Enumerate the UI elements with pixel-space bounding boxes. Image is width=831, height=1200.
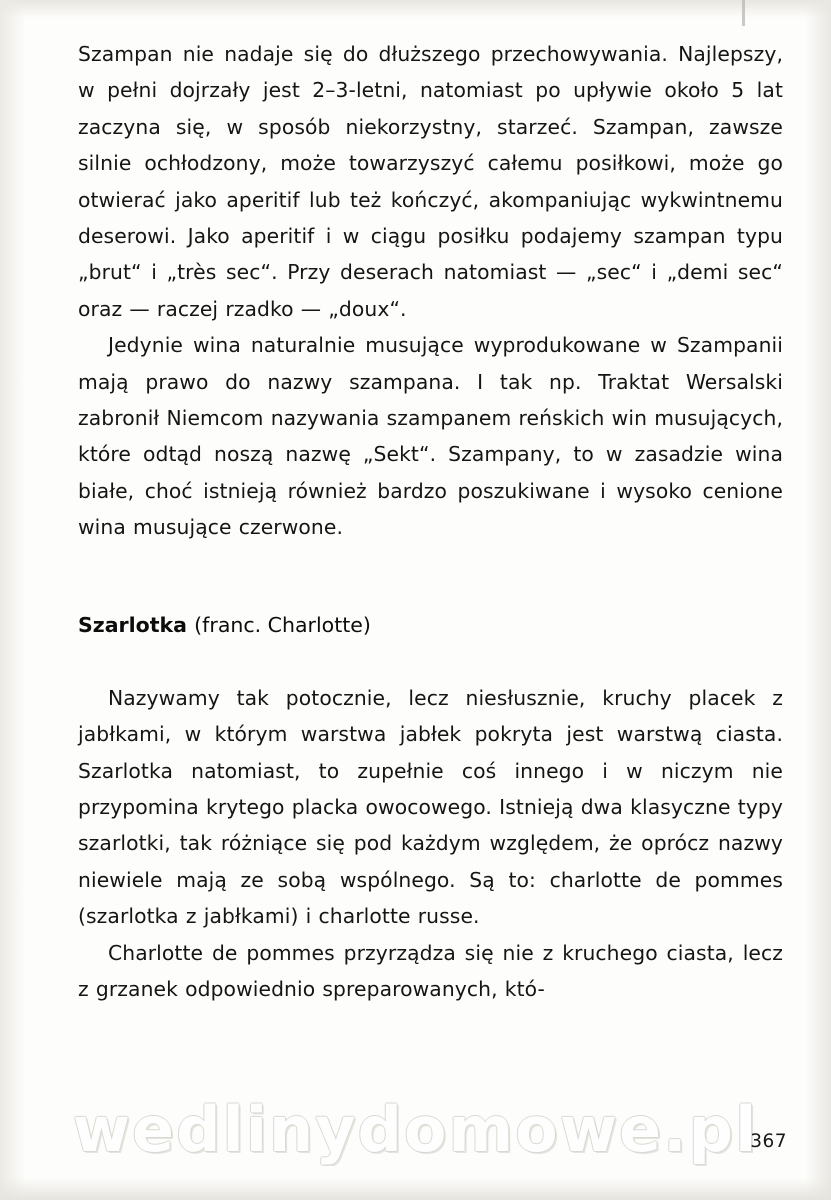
paragraph-champagne-storage: Szampan nie nadaje się do dłuższego przechowywania. Najlepszy, w pełni dojrzały jest 2–3-letni, natomiast po upływie około 5 lat zaczyna się, w sposób niekorzystny, starzeć. Szampan, zawsze silnie ochłodzony, może towarzyszyć całemu posiłkowi, może go otwierać jako aperitif lub też kończyć, akompaniując wykwintnemu deserowi. Jako aperitif i w ciągu posiłku podajemy szampan typu „brut“ i „très sec“. Przy deserach natomiast — „sec“ i „demi sec“ oraz — raczej rzadko — „doux“.: [78, 42, 783, 321]
heading-spacer: [78, 640, 783, 680]
section-spacer: [78, 546, 783, 610]
entry-term: Szarlotka: [78, 612, 188, 637]
scan-artifact-mark: [742, 0, 745, 26]
scan-edge-shading-left: [0, 0, 26, 1200]
watermark-text: wedlinydomowe.pl: [72, 1093, 759, 1166]
scan-edge-shading-top: [0, 0, 831, 18]
scan-edge-shading-bottom: [0, 1178, 831, 1200]
entry-heading: [78, 610, 783, 640]
paragraph-champagne-naming: Jedynie wina naturalnie musujące wyprodukowane w Szampanii mają prawo do nazwy szampana. I tak np. Traktat Wersalski zabronił Niemcom nazywania szampanem reńskich win musujących, które odtąd noszą nazwę „Sekt“. Szampany, to w zasadzie wina białe, choć istnieją również bardzo poszukiwane i wysoko cenione wina musujące czerwone.: [78, 333, 783, 540]
page-number: 367: [750, 1131, 787, 1152]
scan-edge-shading-right: [805, 0, 831, 1200]
paragraph-szarlotka-definition: Nazywamy tak potocznie, lecz niesłusznie, kruchy placek z jabłkami, w którym warstwa jabłek pokryta jest warstwą ciasta. Szarlotka natomiast, to zupełnie coś innego i w niczym nie przypomina krytego placka owocowego. Istnieją dwa klasyczne typy szarlotki, tak różniące się pod każdym względem, że oprócz nazwy niewiele mają ze sobą wspólnego. Są to: charlotte de pommes (szarlotka z jabłkami) i charlotte russe.: [78, 685, 783, 929]
paragraph-szarlotka-preparation: Charlotte de pommes przyrządza się nie z kruchego ciasta, lecz z grzanek odpowiednio spreparowanych, któ-: [78, 940, 783, 1001]
entry-parenthetical: (franc. Charlotte): [194, 612, 371, 637]
page-text-column: [78, 36, 783, 1007]
